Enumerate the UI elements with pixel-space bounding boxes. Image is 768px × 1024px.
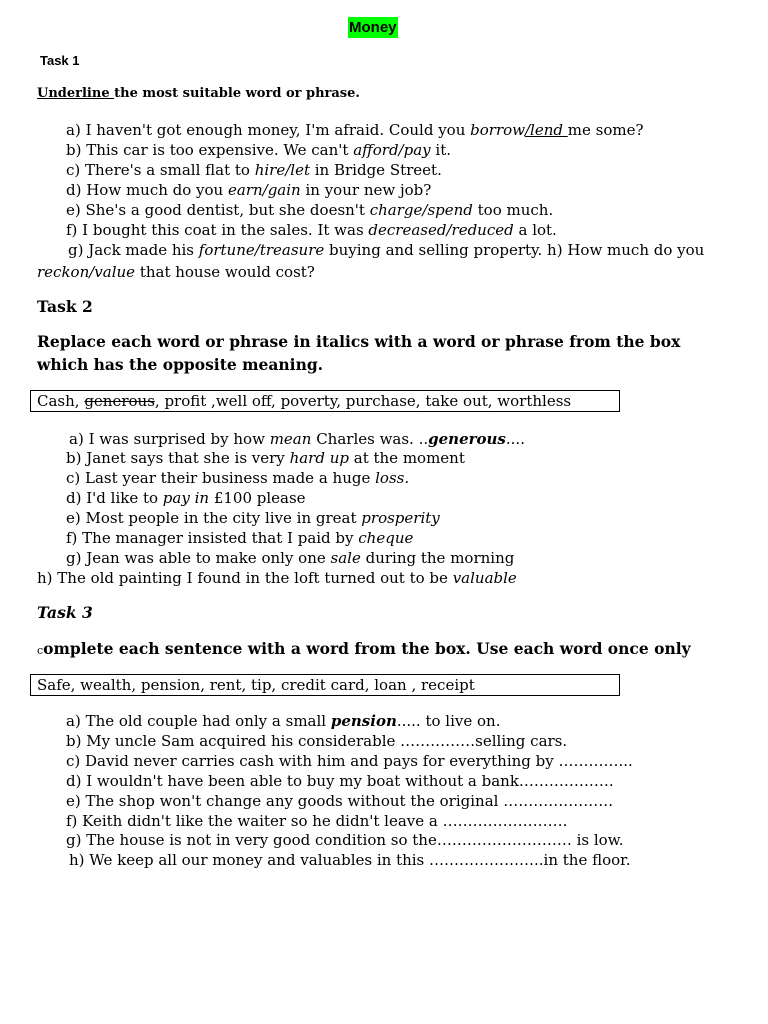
task1-instruction: [37, 86, 360, 101]
task1-heading: Task 1: [40, 53, 80, 68]
task3-item-f: f) Keith didn't like the waiter so he didn't leave a …………………….: [66, 812, 568, 830]
task1-item-c: c) There's a small flat to hire/let in Bridge Street.: [66, 161, 442, 179]
task3-item-e: e) The shop won't change any goods without the original ………………….: [66, 792, 613, 810]
task2-item-h: h) The old painting I found in the loft turned out to be valuable: [37, 569, 517, 587]
task1-item-g: g) Jack made his fortune/treasure buying and selling property. h) How much do you: [68, 241, 705, 259]
task1-item-h: reckon/value that house would cost?: [37, 263, 315, 281]
task1-item-d: d) How much do you earn/gain in your new job?: [66, 181, 432, 199]
task3-item-h: h) We keep all our money and valuables in this …………………..in the floor.: [69, 851, 631, 869]
task2-item-e: e) Most people in the city live in great prosperity: [66, 509, 440, 527]
task1-item-e: e) She's a good dentist, but she doesn't charge/spend too much.: [66, 201, 554, 219]
task2-heading: Task 2: [37, 297, 93, 316]
task3-item-g: g) The house is not in very good condition so the……………………… is low.: [66, 831, 624, 849]
task2-example-answer: generous: [428, 430, 506, 448]
task2-item-g: g) Jean was able to make only one sale during the morning: [66, 549, 515, 567]
struck-example-word: generous: [84, 392, 155, 410]
task2-item-d: d) I'd like to pay in £100 please: [66, 489, 306, 507]
task2-instruction: Replace each word or phrase in italics with a word or phrase from the box which has the opposite meaning.: [37, 332, 681, 374]
task1-item-f: f) I bought this coat in the sales. It was decreased/reduced a lot.: [66, 221, 557, 239]
task3-item-c: c) David never carries cash with him and pays for everything by …………...: [66, 752, 633, 770]
task3-instruction: complete each sentence with a word from the box. Use each word once only: [37, 639, 691, 658]
task2-item-c: c) Last year their business made a huge loss.: [66, 469, 410, 487]
task1-item-b: b) This car is too expensive. We can't afford/pay it.: [66, 141, 452, 159]
task1-item-a: a) I haven't got enough money, I'm afraid. Could you borrow/lend me some?: [66, 121, 644, 139]
task2-word-box: Cash, generous, profit ,well off, poverty, purchase, take out, worthless: [30, 390, 620, 412]
page-title: Money: [349, 19, 397, 36]
task3-item-a: a) The old couple had only a small pension..... to live on.: [66, 712, 501, 730]
task2-item-b: b) Janet says that she is very hard up at the moment: [66, 449, 465, 467]
task3-item-d: d) I wouldn't have been able to buy my boat without a bank……………….: [66, 772, 614, 790]
task2-item-f: f) The manager insisted that I paid by cheque: [66, 529, 414, 547]
task2-item-a: a) I was surprised by how mean Charles was. ..generous....: [69, 430, 525, 448]
task3-heading: Task 3: [37, 603, 93, 622]
task1-instruction-rest: the most suitable word or phrase.: [114, 86, 360, 101]
task3-example-answer: pension: [330, 712, 397, 730]
task3-word-box: Safe, wealth, pension, rent, tip, credit card, loan , receipt: [30, 674, 620, 696]
task3-item-b: b) My uncle Sam acquired his considerable ……………selling cars.: [66, 732, 568, 750]
task1-instruction-underlined: Underline: [37, 86, 115, 101]
